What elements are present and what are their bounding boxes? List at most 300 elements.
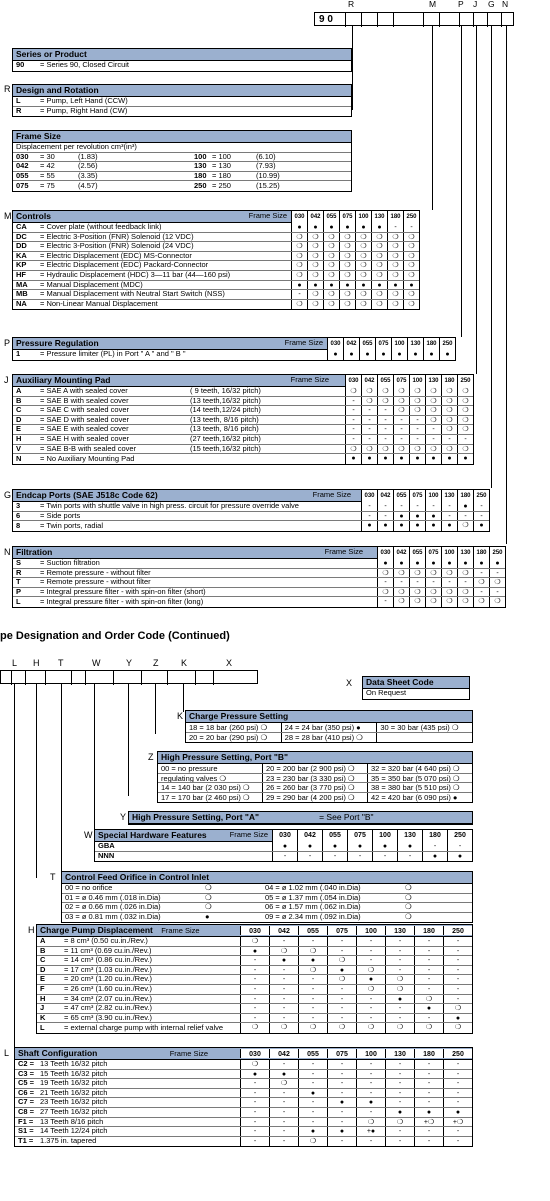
availability-cell: ❍	[291, 233, 307, 242]
availability-cell: ❍	[323, 290, 339, 299]
size-header-130: 130	[371, 211, 387, 223]
availability-cell: -	[443, 985, 472, 994]
availability-cell: -	[397, 852, 422, 862]
size-header-030: 030	[345, 375, 361, 387]
frame-e: = 180	[212, 171, 231, 180]
availability-cell: ●	[441, 521, 457, 531]
orifice-option: ❍	[405, 912, 412, 922]
availability-cell: ❍	[425, 597, 441, 607]
row-text: = SAE B-B with sealed cover	[40, 444, 137, 453]
availability-cell: ●	[327, 1098, 356, 1107]
availability-cell: ●	[371, 223, 387, 232]
availability-cell: ❍	[361, 387, 377, 396]
availability-cell: ❍	[409, 588, 425, 597]
availability-cell: ❍	[403, 233, 419, 242]
row-code: HF	[16, 270, 26, 279]
frame-a: 075	[16, 181, 29, 190]
availability-cell: ●	[397, 842, 422, 851]
availability-cell: -	[356, 1014, 385, 1023]
size-header-180: 180	[422, 830, 447, 842]
availability-cell: -	[443, 1127, 472, 1136]
row-code: C7 =	[18, 1098, 35, 1107]
availability-cell: ❍	[371, 290, 387, 299]
availability-cell: ●	[473, 521, 489, 531]
setting-option: 30 = 30 bar (435 psi) ❍	[376, 723, 472, 732]
availability-cell: ❍	[345, 387, 361, 396]
availability-cell: -	[356, 1060, 385, 1069]
availability-cell: ❍	[414, 1023, 443, 1033]
availability-cell: ❍	[409, 597, 425, 607]
special-hw-section: Special Hardware Features Frame Size 030 042 055 075 100 130 180 250 GBA ● ● ● ● ● ● - - NNN - - - - - - ● ●	[94, 829, 473, 862]
size-header-055: 055	[322, 830, 347, 842]
setting-option: 38 = 380 bar (5 510 psi) ❍	[367, 783, 472, 792]
availability-cell: ●	[447, 852, 472, 862]
size-header-180: 180	[473, 547, 489, 559]
availability-cell: -	[473, 512, 489, 521]
availability-cell: ❍	[327, 1023, 356, 1033]
row-text: 1.375 in. tapered	[40, 1137, 97, 1146]
availability-cell: -	[298, 937, 327, 946]
availability-cell: ❍	[240, 1023, 269, 1033]
hp-b-row	[158, 783, 472, 793]
frame-f: (6.10)	[256, 152, 276, 161]
availability-cell: ❍	[409, 387, 425, 396]
row-text: = Manual Displacement (MDC)	[40, 280, 143, 289]
aux-row	[13, 387, 473, 397]
availability-cell: ●	[425, 512, 441, 521]
availability-cell: ●	[327, 350, 343, 360]
availability-cell: ❍	[377, 445, 393, 454]
availability-cell: ●	[272, 842, 297, 851]
row-code: K	[40, 1013, 46, 1022]
availability-cell: ❍	[441, 387, 457, 396]
availability-cell: -	[327, 1137, 356, 1147]
availability-cell: ❍	[409, 569, 425, 578]
availability-cell: ❍	[441, 416, 457, 425]
top-code-letters	[0, 0, 550, 12]
frame-d: 250	[194, 181, 207, 190]
shaft-row	[15, 1108, 472, 1118]
availability-cell: -	[298, 1014, 327, 1023]
availability-cell: -	[298, 1108, 327, 1117]
hp-port-b-section: High Pressure Setting, Port "B" 00 = no pressure 20 = 200 bar (2 900 psi) ❍ 32 = 320 bar (4 640 psi) ❍ regulating valves ❍ 23 = 230 bar (3 330 psi) ❍ 35 = 350 bar (5 070 psi) ❍ 14 = 140 bar (2 030 psi) ❍ 26 = 260 bar (3 770 psi) ❍ 38 = 380 bar (5 510 psi) ❍ 17 = 170 bar (2 460 psi) ❍ 29 = 290 bar (4 200 psi) ❍ 42 = 420 bar (6 090 psi) ●	[157, 751, 473, 803]
availability-cell: ❍	[441, 597, 457, 607]
row-text: = Pressure limiter (PL) in Port " A " and " B "	[40, 350, 186, 359]
availability-cell: -	[322, 852, 347, 862]
frame-row	[13, 172, 351, 182]
size-header-042: 042	[393, 547, 409, 559]
availability-cell: ●	[327, 966, 356, 975]
availability-cell: -	[240, 985, 269, 994]
charge-pump-row	[37, 1014, 472, 1024]
letter-g: G	[4, 490, 12, 500]
frame-c: (3.35)	[78, 171, 98, 180]
availability-cell: -	[269, 1014, 298, 1023]
availability-cell: -	[272, 852, 297, 862]
row-text: = Manual Displacement with Neutral Start Switch (NSS)	[40, 290, 225, 299]
availability-cell: ●	[393, 512, 409, 521]
code-letter-p: P	[458, 0, 464, 9]
bottom-order-code-box	[0, 670, 258, 684]
code-letter-n: N	[502, 0, 509, 9]
aux-row	[13, 406, 473, 416]
availability-cell: ●	[372, 842, 397, 851]
availability-cell: ●	[489, 559, 505, 568]
availability-cell: -	[356, 956, 385, 965]
availability-cell: ❍	[291, 252, 307, 261]
availability-cell: ●	[409, 454, 425, 464]
availability-cell: -	[327, 1060, 356, 1069]
filtration-row	[13, 569, 505, 579]
availability-cell: -	[425, 578, 441, 587]
orifice-option: 03 = ø 0.81 mm (.032 in.Dia)	[65, 912, 161, 922]
size-header-055: 055	[323, 211, 339, 223]
availability-cell: -	[473, 502, 489, 511]
availability-cell: ❍	[377, 588, 393, 597]
size-header-030: 030	[291, 211, 307, 223]
size-header-055: 055	[298, 1049, 327, 1058]
availability-cell: -	[240, 975, 269, 984]
availability-cell: ●	[240, 947, 269, 956]
availability-cell: -	[269, 1060, 298, 1069]
size-header-042: 042	[361, 375, 377, 387]
availability-cell: -	[327, 1089, 356, 1098]
charge-pump-row	[37, 966, 472, 976]
availability-cell: ❍	[425, 588, 441, 597]
charge-pump-row	[37, 975, 472, 985]
availability-cell: -	[377, 425, 393, 434]
size-header-130: 130	[397, 830, 422, 842]
availability-cell: ❍	[307, 252, 323, 261]
frame-e: = 250	[212, 181, 231, 190]
row-text: = Electric 3-Position (FNR) Solenoid (24 VDC)	[40, 242, 194, 251]
availability-cell: ❍	[457, 445, 473, 454]
controls-row	[13, 261, 419, 271]
availability-cell: ❍	[387, 261, 403, 270]
row-text: 13 Teeth 8/16 pitch	[40, 1117, 104, 1126]
availability-cell: ●	[441, 454, 457, 464]
availability-cell: -	[269, 1004, 298, 1013]
availability-cell: ❍	[393, 406, 409, 415]
availability-cell: ❍	[339, 290, 355, 299]
availability-cell: -	[457, 578, 473, 587]
size-header-042: 042	[269, 926, 298, 935]
availability-cell: -	[356, 1079, 385, 1088]
row-code: KP	[16, 261, 27, 270]
row-code: B	[16, 396, 22, 405]
availability-cell: ❍	[291, 261, 307, 270]
row-code: S	[16, 558, 22, 567]
row-code: P	[16, 587, 22, 596]
row-text: = Twin ports, radial	[40, 521, 104, 530]
availability-cell: ❍	[385, 975, 414, 984]
availability-cell: -	[356, 995, 385, 1004]
availability-cell: ❍	[371, 261, 387, 270]
row-text: = No Auxiliary Mounting Pad	[40, 454, 135, 463]
availability-cell: ❍	[425, 569, 441, 578]
size-header-030: 030	[240, 926, 269, 935]
availability-cell: ●	[298, 956, 327, 965]
availability-cell: ❍	[327, 956, 356, 965]
row-text: = SAE C with sealed cover	[40, 406, 130, 415]
availability-cell: ❍	[355, 252, 371, 261]
filtration-section: Filtration Frame Size 030 042 055 075 100 130 180 250 S = Suction filtration ● ● ● ● ● ● ● ● R = Remote pressure - without filter ❍ ❍ ❍ ❍ ❍ ❍ - - T = Remote pressure - without filter - - - - - - ❍ ❍ P = Integral pressure filter - with spin-on filter (short) ❍ ❍ ❍ ❍ ❍ ❍ - - L = Integral pressure filter - with spin-on filter (long) - ❍ ❍ ❍ ❍ ❍ ❍ ❍	[12, 546, 506, 608]
availability-cell: ❍	[323, 242, 339, 251]
availability-cell: ❍	[425, 387, 441, 396]
availability-cell: ❍	[339, 233, 355, 242]
row-code: A	[16, 386, 22, 395]
availability-cell: -	[297, 852, 322, 862]
availability-cell: -	[372, 852, 397, 862]
row-text: = 34 cm³ (2.07 cu.in./Rev.)	[64, 994, 153, 1003]
availability-cell: -	[345, 425, 361, 434]
availability-cell: ❍	[457, 387, 473, 396]
availability-cell: ❍	[355, 261, 371, 270]
size-header-180: 180	[441, 375, 457, 387]
availability-cell: -	[356, 1070, 385, 1079]
row-code: MB	[16, 290, 28, 299]
availability-cell: -	[298, 995, 327, 1004]
availability-cell: ❍	[371, 271, 387, 280]
availability-cell: -	[327, 1014, 356, 1023]
frame-d: 100	[194, 152, 207, 161]
availability-cell: -	[414, 985, 443, 994]
availability-cell: -	[409, 435, 425, 444]
filtration-row	[13, 588, 505, 598]
availability-cell: -	[393, 578, 409, 587]
availability-cell: ❍	[403, 242, 419, 251]
availability-cell: ❍	[387, 242, 403, 251]
availability-cell: ❍	[298, 966, 327, 975]
availability-cell: -	[473, 588, 489, 597]
availability-cell: -	[489, 569, 505, 578]
availability-cell: -	[240, 1118, 269, 1127]
size-header-075: 075	[409, 490, 425, 502]
availability-cell: ●	[291, 281, 307, 290]
charge-pressure-row	[186, 733, 472, 743]
size-header-030: 030	[361, 490, 377, 502]
availability-cell: +●	[356, 1127, 385, 1136]
availability-cell: ●	[443, 1014, 472, 1023]
availability-cell: ●	[425, 521, 441, 531]
availability-cell: ❍	[393, 597, 409, 607]
availability-cell: ❍	[345, 445, 361, 454]
charge-pump-row	[37, 995, 472, 1005]
row-text: = 11 cm³ (0.69 cu.in./Rev.)	[64, 946, 152, 955]
availability-cell: ●	[297, 842, 322, 851]
controls-row	[13, 281, 419, 291]
availability-cell: -	[347, 852, 372, 862]
availability-cell: -	[447, 842, 472, 851]
charge-pump-row	[37, 1023, 472, 1033]
availability-cell: ❍	[307, 290, 323, 299]
availability-cell: -	[327, 1070, 356, 1079]
row-code: A	[40, 936, 46, 945]
availability-cell: ❍	[425, 445, 441, 454]
aux-row	[13, 425, 473, 435]
setting-option: 26 = 260 bar (3 770 psi) ❍	[262, 783, 367, 792]
availability-cell: ❍	[240, 937, 269, 946]
availability-cell: ❍	[403, 271, 419, 280]
frame-row	[13, 162, 351, 172]
size-header-250: 250	[443, 926, 472, 935]
availability-cell: -	[489, 588, 505, 597]
availability-cell: -	[269, 1108, 298, 1117]
availability-cell: -	[385, 937, 414, 946]
availability-cell: -	[240, 1108, 269, 1117]
availability-cell: ●	[425, 559, 441, 568]
continued-title: pe Designation and Order Code (Continued)	[0, 630, 230, 642]
frame-f: (10.99)	[256, 171, 280, 180]
size-header-030: 030	[240, 1049, 269, 1058]
size-header-180: 180	[387, 211, 403, 223]
bottom-letter-x: X	[226, 658, 233, 668]
availability-cell: -	[385, 1089, 414, 1098]
size-header-180: 180	[414, 1049, 443, 1058]
row-spec: (14 teeth,12/24 pitch)	[190, 406, 261, 415]
row-code: S1 =	[18, 1127, 34, 1136]
row-code: DC	[16, 232, 27, 241]
availability-cell: ❍	[355, 271, 371, 280]
availability-cell: -	[443, 1089, 472, 1098]
availability-cell: -	[240, 1079, 269, 1088]
setting-option: 23 = 230 bar (3 330 psi) ❍	[262, 774, 367, 783]
availability-cell: -	[377, 512, 393, 521]
row-spec: ( 9 teeth, 16/32 pitch)	[190, 386, 261, 395]
setting-option: 24 = 24 bar (350 psi) ●	[281, 723, 377, 732]
size-header-075: 075	[375, 338, 391, 350]
row-code: D	[40, 965, 46, 974]
row-code: CA	[16, 222, 27, 231]
charge-pump-row	[37, 956, 472, 966]
availability-cell: +❍	[443, 1118, 472, 1127]
letter-h: H	[28, 925, 35, 935]
row-code: T	[16, 578, 21, 587]
availability-cell: ●	[377, 521, 393, 531]
availability-cell: -	[387, 223, 403, 232]
row-text: = 65 cm³ (3.90 cu.in./Rev.)	[64, 1013, 153, 1022]
availability-cell: ❍	[409, 406, 425, 415]
availability-cell: ●	[457, 454, 473, 464]
availability-cell: -	[269, 1089, 298, 1098]
controls-section: Controls Frame Size 030 042 055 075 100 130 180 250 CA = Cover plate (without feedback link) ● ● ● ● ● ● - - DC = Electric 3-Position (FNR) Solenoid (12 VDC) ❍ ❍ ❍ ❍ ❍ ❍ ❍ ❍ DD = Electric 3-Position (FNR) Solenoid (24 VDC) ❍ ❍ ❍ ❍ ❍ ❍ ❍ ❍ KA = Electric Displacement (EDC) MS-Connector ❍ ❍ ❍ ❍ ❍ ❍ ❍ ❍ KP = Electric Displacement (EDC) Packard-Connector ❍ ❍ ❍ ❍ ❍ ❍ ❍ ❍ HF = Hydraulic Displacement (HDC) 3—11 bar (44—160 psi) ❍ ❍ ❍ ❍ ❍ ❍ ❍ ❍ MA = Manual Displacement (MDC) ● ● ● ● ● ● ● ● MB = Manual Displacement with Neutral Start Switch (NSS) - ❍ ❍ ❍ ❍ ❍ ❍ ❍ NA = Non-Linear Manual Displacement ❍ ❍ ❍ ❍ ❍ ❍ ❍ ❍	[12, 210, 420, 310]
letter-k: K	[177, 711, 184, 721]
setting-option	[376, 733, 472, 743]
size-header-250: 250	[457, 375, 473, 387]
row-text: = Non-Linear Manual Displacement	[40, 300, 158, 309]
size-header-055: 055	[393, 490, 409, 502]
availability-cell: ●	[377, 454, 393, 464]
availability-cell: ❍	[457, 597, 473, 607]
size-header-250: 250	[443, 1049, 472, 1058]
availability-cell: -	[414, 956, 443, 965]
size-header-042: 042	[297, 830, 322, 842]
availability-cell: -	[269, 1127, 298, 1136]
availability-cell: ❍	[403, 300, 419, 310]
availability-cell: ❍	[489, 578, 505, 587]
size-header-130: 130	[457, 547, 473, 559]
availability-cell: -	[269, 1118, 298, 1127]
availability-cell: -	[291, 290, 307, 299]
design-section: Design and Rotation L = Pump, Left Hand (CCW) R = Pump, Right Hand (CW)	[12, 84, 352, 117]
frame-b: = 42	[40, 162, 55, 171]
availability-cell: ●	[298, 1089, 327, 1098]
availability-cell: -	[414, 1098, 443, 1107]
availability-cell: ❍	[355, 300, 371, 310]
setting-option: 00 = no pressure	[161, 764, 218, 773]
availability-cell: ❍	[307, 242, 323, 251]
availability-cell: ❍	[393, 387, 409, 396]
size-header-180: 180	[414, 926, 443, 935]
bottom-letter-y: Y	[126, 658, 133, 668]
availability-cell: ❍	[361, 445, 377, 454]
availability-cell: ●	[343, 350, 359, 360]
bottom-letter-k: K	[181, 658, 188, 668]
frame-b: = 75	[40, 181, 55, 190]
availability-cell: ❍	[441, 569, 457, 578]
availability-cell: -	[441, 578, 457, 587]
availability-cell: -	[327, 985, 356, 994]
row-code: C	[16, 406, 22, 415]
availability-cell: -	[414, 1079, 443, 1088]
availability-cell: -	[425, 502, 441, 511]
endcap-row	[13, 521, 489, 531]
availability-cell: ❍	[425, 416, 441, 425]
availability-cell: ●	[409, 521, 425, 531]
availability-cell: -	[240, 1014, 269, 1023]
availability-cell: ●	[307, 281, 323, 290]
charge-pump-section: Charge Pump Displacement Frame Size 030 042 055 075 100 130 180 250 A = 8 cm³ (0.50 cu.in./Rev.) ❍ - - - - - - - B = 11 cm³ (0.69 cu.in./Rev.) ● ❍ ❍ - - - - - C = 14 cm³ (0.86 cu.in./Rev.) - ● ● ❍ - - - - D = 17 cm³ (1.03 cu.in./Rev.) - - ❍ ● ❍ - - - E = 20 cm³ (1.20 cu.in./Rev.) - - - ❍ ● ❍ - - F = 26 cm³ (1.60 cu.in./Rev.) - - - - ❍ ❍ - - H = 34 cm³ (2.07 cu.in./Rev.) - - - - - ● ❍ - J = 47 cm³ (2.82 cu.in./Rev.) - - - - - - ● ❍ K = 65 cm³ (3.90 cu.in./Rev.) - - - - - - - ● L = external charge pump with internal relief valve ❍ ❍ ❍ ❍ ❍ ❍ ❍ ❍	[36, 924, 473, 1034]
availability-cell: -	[298, 1098, 327, 1107]
orifice-option: 06 = ø 1.57 mm (.062 in.Dia)	[265, 902, 361, 912]
availability-cell: -	[356, 1004, 385, 1013]
availability-cell: -	[414, 975, 443, 984]
availability-cell: ❍	[489, 597, 505, 607]
row-code: C2 =	[18, 1059, 35, 1068]
code-letter-g: G	[488, 0, 495, 9]
availability-cell: ❍	[457, 588, 473, 597]
orifice-option: ❍	[205, 902, 212, 912]
availability-cell: ❍	[457, 416, 473, 425]
availability-cell: -	[240, 1127, 269, 1136]
filtration-row	[13, 597, 505, 607]
shaft-section: Shaft Configuration Frame Size 030 042 055 075 100 130 180 250 C2 = 13 Teeth 16/32 pitch ❍ - - - - - - - C3 = 15 Teeth 16/32 pitch ● ● - - - - - - C5 = 19 Teeth 16/32 pitch - ❍ - - - - - - C6 = 21 Teeth 16/32 pitch - - ● - - - - - C7 = 23 Teeth 16/32 pitch - - - ● ● - - - C8 = 27 Teeth 16/32 pitch - - - - - ● ● ● F1 = 13 Teeth 8/16 pitch - - - - ❍ ❍ +❍ +❍ S1 = 14 Teeth 12/24 pitch - - ● ● +● - - - T1 = 1.375 in. tapered - - ❍ - - - - -	[14, 1047, 473, 1147]
availability-cell: -	[443, 1060, 472, 1069]
availability-cell: ❍	[298, 1137, 327, 1147]
availability-cell: ❍	[339, 261, 355, 270]
aux-row	[13, 416, 473, 426]
charge-pump-row	[37, 1004, 472, 1014]
aux-row	[13, 397, 473, 407]
availability-cell: -	[441, 502, 457, 511]
availability-cell: ❍	[385, 1118, 414, 1127]
availability-cell: -	[240, 956, 269, 965]
availability-cell: ●	[355, 281, 371, 290]
availability-cell: ❍	[403, 261, 419, 270]
availability-cell: ●	[441, 559, 457, 568]
hp-port-a-section: High Pressure Setting, Port "A" = See Port "B"	[128, 811, 473, 825]
availability-cell: ●	[240, 1070, 269, 1079]
aux-section: Auxiliary Mounting Pad Frame Size 030 042 055 075 100 130 180 250 A = SAE A with sealed cover ( 9 teeth, 16/32 pitch) ❍ ❍ ❍ ❍ ❍ ❍ ❍ ❍ B = SAE B with sealed cover (13 teeth,16/32 pitch) - ❍ ❍ ❍ ❍ ❍ ❍ ❍ C = SAE C with sealed cover (14 teeth,12/24 pitch) - - - ❍ ❍ ❍ ❍ ❍ D = SAE D with sealed cover (13 teeth, 8/16 pitch) - - - - - ❍ ❍ ❍ E = SAE E with sealed cover (13 teeth, 8/16 pitch) - - - - - - ❍ ❍ H = SAE H with sealed cover (27 teeth,16/32 pitch) - - - - - - - - V = SAE B-B with sealed cover (15 teeth,16/32 pitch) ❍ ❍ ❍ ❍ ❍ ❍ ❍ ❍ N = No Auxiliary Mounting Pad ● ● ● ● ● ● ● ●	[12, 374, 474, 465]
filtration-row	[13, 559, 505, 569]
row-text: = Integral pressure filter - with spin-on filter (long)	[40, 597, 204, 606]
row-code: GBA	[98, 841, 115, 850]
size-header-130: 130	[385, 926, 414, 935]
row-code: B	[40, 946, 46, 955]
code-letter-m: M	[429, 0, 437, 9]
letter-m: M	[4, 211, 12, 221]
availability-cell: -	[441, 512, 457, 521]
